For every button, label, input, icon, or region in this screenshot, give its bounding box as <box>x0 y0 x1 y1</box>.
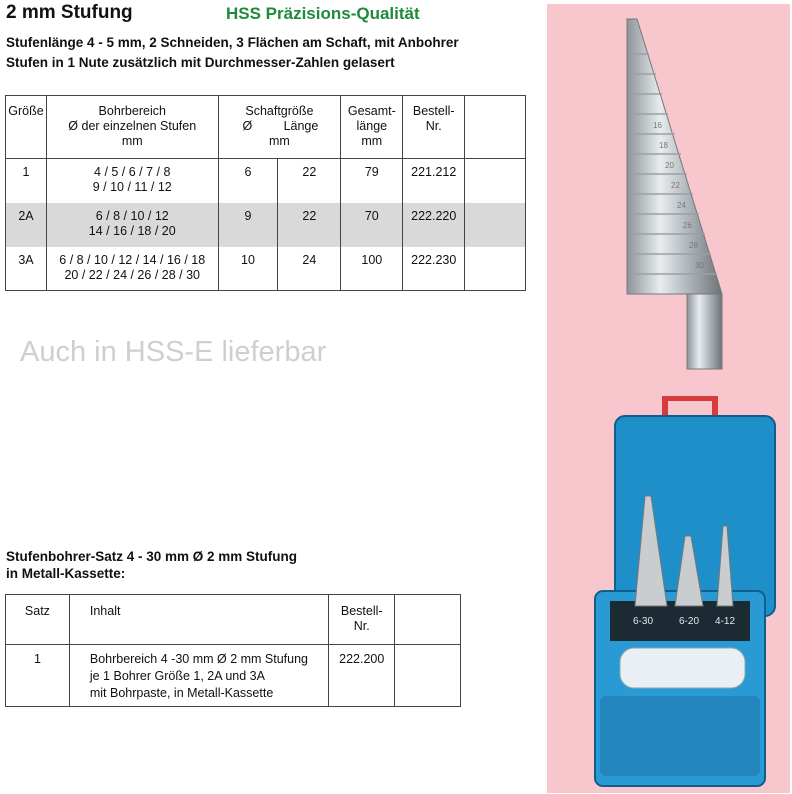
cell-content-line3: mit Bohrpaste, in Metall-Kassette <box>89 686 274 700</box>
case-front <box>600 696 760 776</box>
page-title: 2 mm Stufung <box>6 2 133 23</box>
header-range-line3: mm <box>121 134 143 148</box>
header-order-line2: Nr. <box>425 119 442 133</box>
header-shank-diameter: Ø <box>242 119 253 133</box>
table-row <box>6 247 526 291</box>
drill-shank <box>687 294 722 369</box>
hsse-note: Auch in HSS-E lieferbar <box>20 336 327 368</box>
description-line-2: Stufen in 1 Nute zusätzlich mit Durchmesser-Zahlen gelasert <box>6 55 395 70</box>
header-range-line1: Bohrbereich <box>98 104 166 118</box>
header-content: Inhalt <box>69 595 328 645</box>
drilling-paste-tube <box>620 648 745 688</box>
cell-set-order-number: 222.200 <box>329 645 395 707</box>
cell-content-line1: Bohrbereich 4 -30 mm Ø 2 mm Stufung <box>89 652 309 666</box>
drill-label: 26 <box>683 221 692 230</box>
cell-content-line2: je 1 Bohrer Größe 1, 2A und 3A <box>89 669 265 683</box>
cell-steps <box>46 247 218 291</box>
header-empty <box>395 595 461 645</box>
header-shank-sub <box>219 119 341 134</box>
cell-steps-line2: 14 / 16 / 18 / 20 <box>88 223 176 238</box>
cell-size: 2A <box>6 203 47 247</box>
header-empty <box>465 96 526 159</box>
table-row <box>6 645 461 707</box>
cell-shank-diameter: 6 <box>218 159 278 203</box>
drill-label: 28 <box>689 241 698 250</box>
metal-case-image <box>555 396 783 791</box>
case-label: 6-20 <box>679 616 700 627</box>
set-heading-line2: in Metall-Kassette: <box>6 566 126 581</box>
cell-total-length: 100 <box>341 247 403 291</box>
drill-label: 18 <box>659 141 668 150</box>
table-row <box>6 159 526 203</box>
cell-order-number: 221.212 <box>403 159 465 203</box>
drill-label: 24 <box>677 201 686 210</box>
cell-shank-diameter: 10 <box>218 247 278 291</box>
set-table <box>5 594 461 707</box>
case-label: 6-30 <box>633 616 654 627</box>
product-image-panel <box>547 4 790 793</box>
description-line-1: Stufenlänge 4 - 5 mm, 2 Schneiden, 3 Flächen am Schaft, mit Anbohrer <box>6 35 459 50</box>
cell-order-number: 222.230 <box>403 247 465 291</box>
cell-empty <box>465 159 526 203</box>
case-label: 4-12 <box>715 616 736 627</box>
set-heading-line1: Stufenbohrer-Satz 4 - 30 mm Ø 2 mm Stufung <box>6 549 298 564</box>
header-total <box>341 96 403 159</box>
cell-shank-length: 24 <box>278 247 341 291</box>
cell-total-length: 70 <box>341 203 403 247</box>
cell-steps <box>46 159 218 203</box>
header-range <box>46 96 218 159</box>
drill-label: 30 <box>695 261 704 270</box>
cell-empty <box>465 247 526 291</box>
step-drill-image <box>607 14 747 374</box>
cell-steps-line1: 4 / 5 / 6 / 7 / 8 <box>94 165 171 179</box>
cell-steps-line2: 9 / 10 / 11 / 12 <box>92 180 172 194</box>
drill-size-table <box>5 95 526 291</box>
cell-content <box>69 645 328 707</box>
header-shank <box>218 96 341 159</box>
table-row <box>6 203 526 247</box>
header-size: Größe <box>6 96 47 159</box>
header-total-line3: mm <box>361 134 383 148</box>
header-range-line2: Ø der einzelnen Stufen <box>68 119 197 133</box>
cell-shank-length: 22 <box>278 159 341 203</box>
header-shank-line1: Schaftgröße <box>245 104 314 118</box>
cell-shank-diameter: 9 <box>218 203 278 247</box>
drill-label: 22 <box>671 181 680 190</box>
cell-steps-line1: 6 / 8 / 10 / 12 / 14 / 16 / 18 <box>59 252 206 267</box>
cell-steps <box>46 203 218 247</box>
quality-heading: HSS Präzisions-Qualität <box>226 4 420 23</box>
header-set: Satz <box>6 595 70 645</box>
header-set-order <box>329 595 395 645</box>
cell-steps-line2: 20 / 22 / 24 / 26 / 28 / 30 <box>64 267 200 282</box>
cell-empty <box>395 645 461 707</box>
drill-cone <box>627 19 722 294</box>
header-total-line1: Gesamt- <box>347 104 396 118</box>
set-heading <box>6 548 297 582</box>
header-shank-unit: mm <box>269 134 290 148</box>
cell-size: 1 <box>6 159 47 203</box>
cell-empty <box>465 203 526 247</box>
drill-label: 16 <box>653 121 662 130</box>
header-shank-length: Länge <box>283 119 319 133</box>
cell-shank-length: 22 <box>278 203 341 247</box>
header-order <box>403 96 465 159</box>
header-set-order-line1: Bestell- <box>340 604 383 618</box>
header-set-order-line2: Nr. <box>353 619 370 633</box>
drill-label: 20 <box>665 161 674 170</box>
cell-order-number: 222.220 <box>403 203 465 247</box>
cell-size: 3A <box>6 247 47 291</box>
cell-total-length: 79 <box>341 159 403 203</box>
cell-steps-line1: 6 / 8 / 10 / 12 <box>95 208 169 223</box>
header-total-line2: länge <box>356 119 388 133</box>
cell-set: 1 <box>6 645 70 707</box>
header-order-line1: Bestell- <box>412 104 455 118</box>
